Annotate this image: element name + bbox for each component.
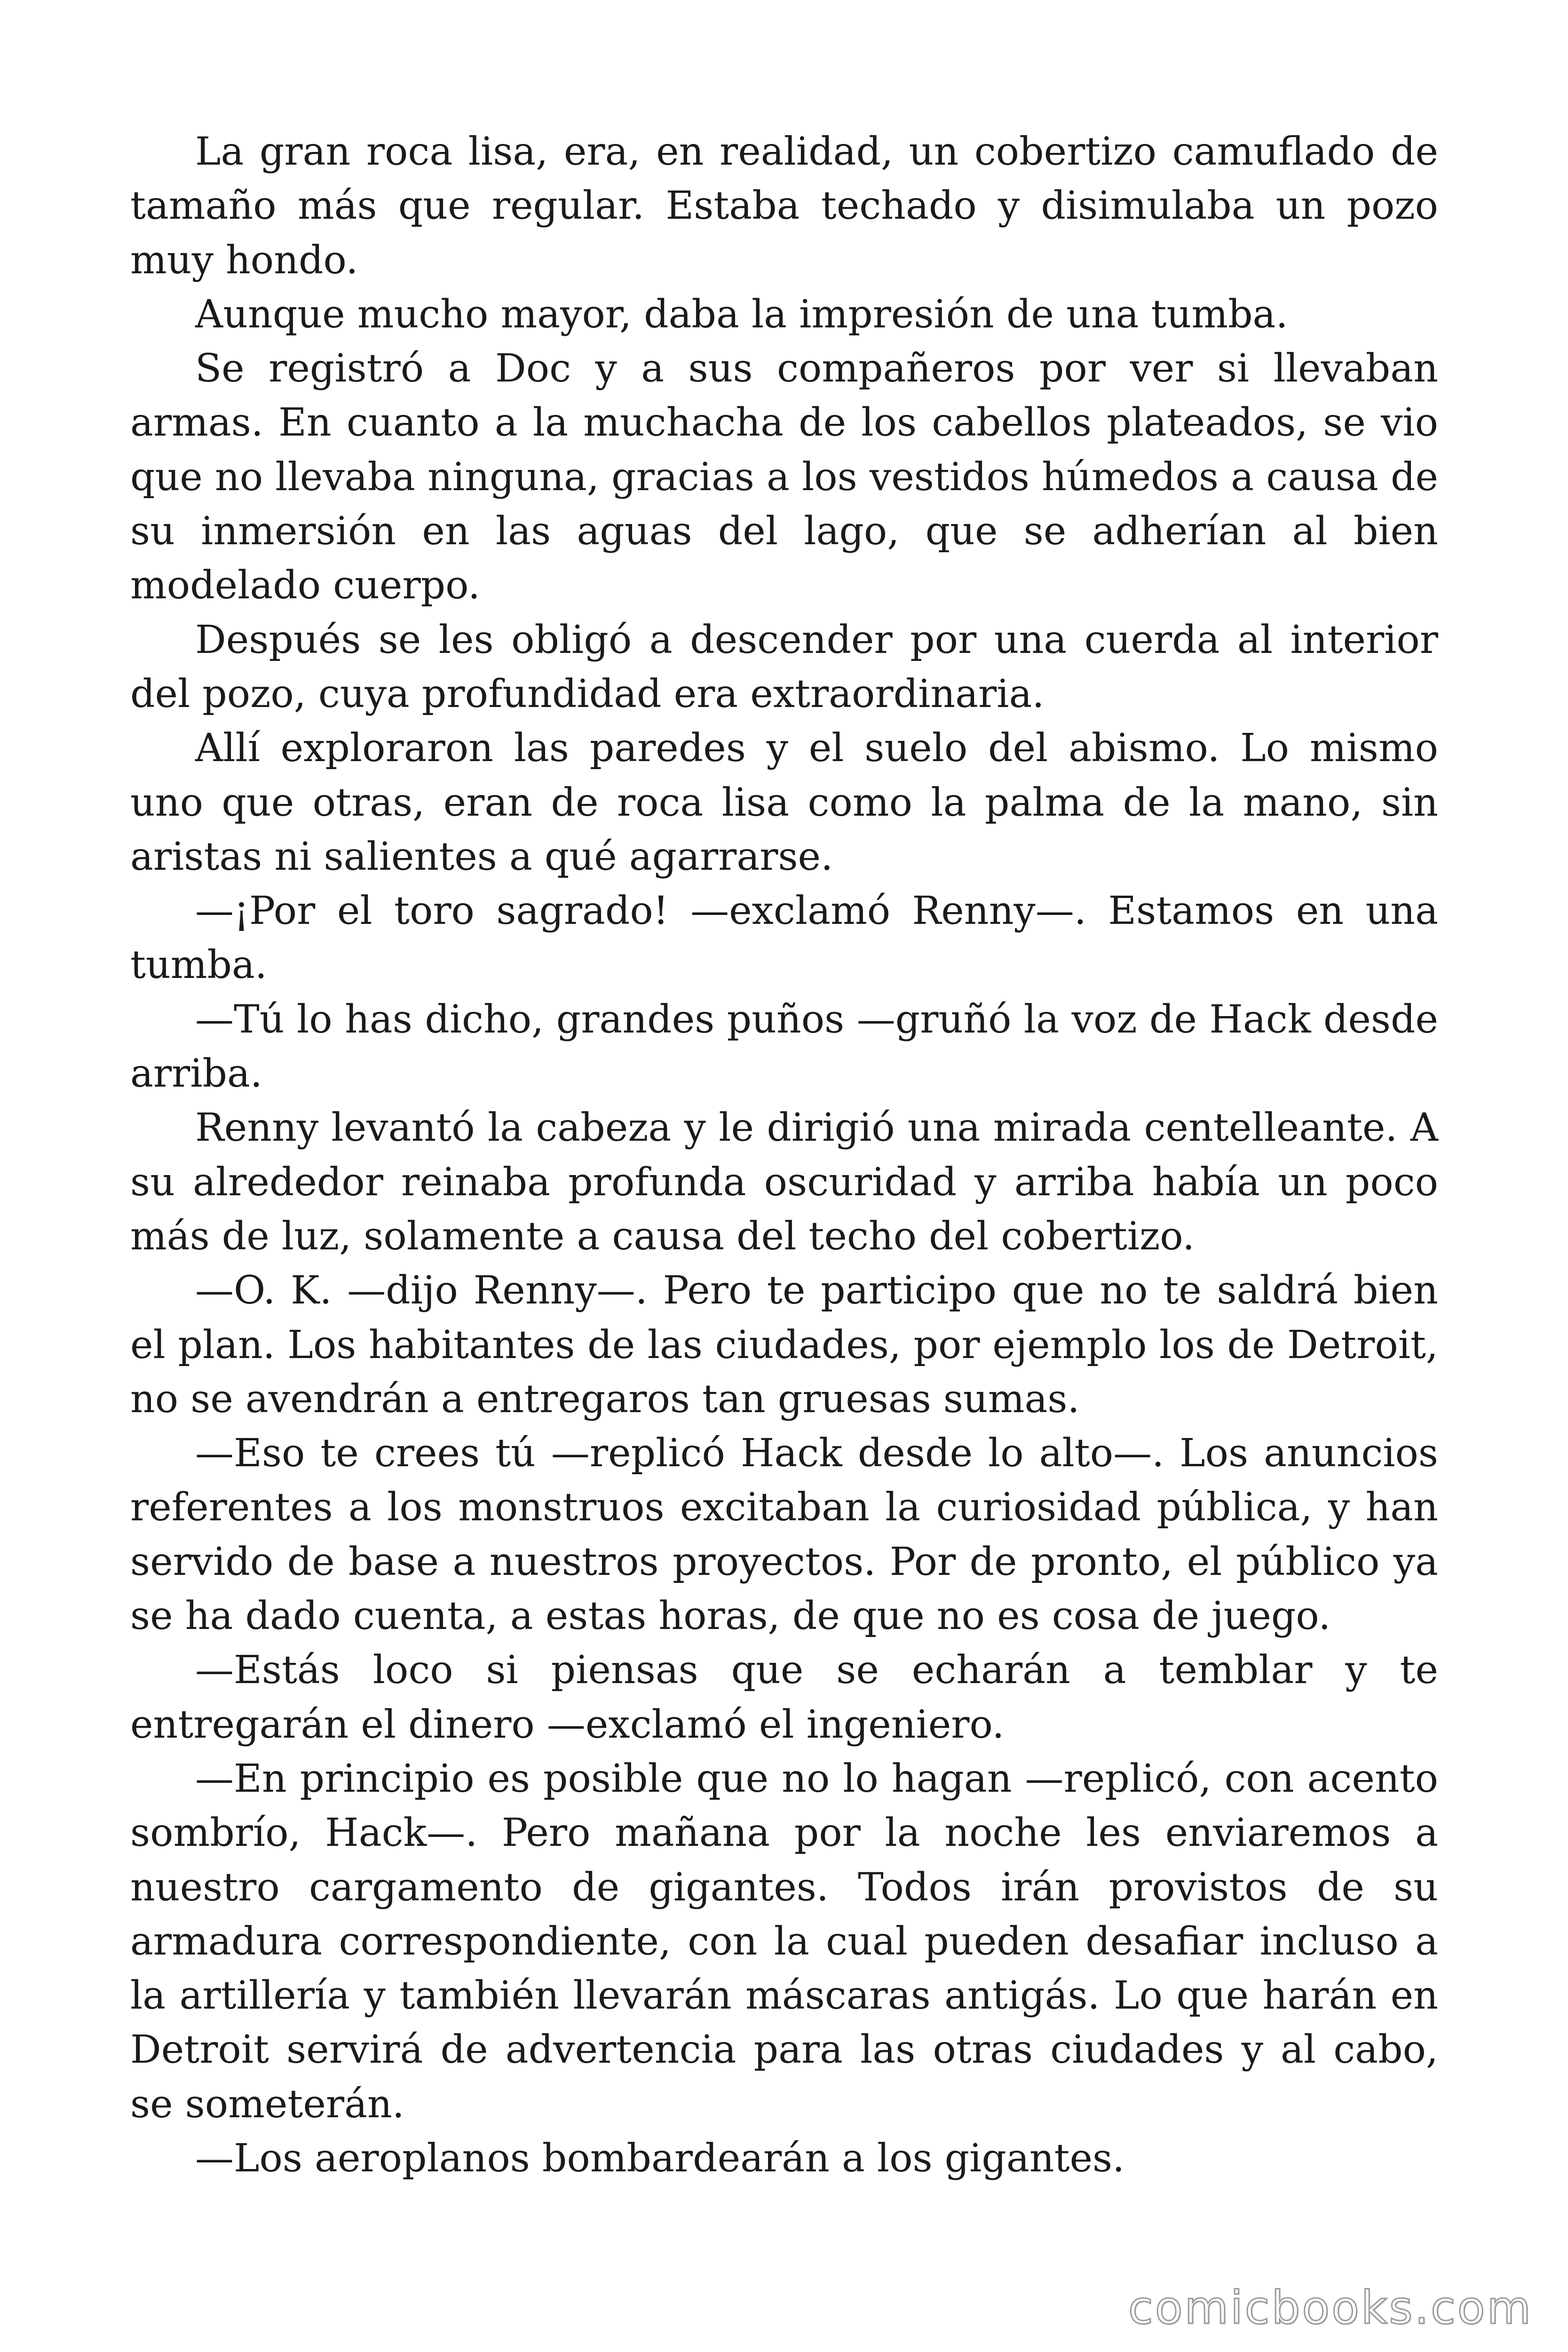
watermark: comicbooks.com	[1128, 2281, 1533, 2334]
paragraph: —O. K. —dijo Renny—. Pero te participo que no te saldrá bien el plan. Los habitantes de las ciudades, por ejemplo los de Detroit, no se avendrán a entregaros tan gruesas sumas.	[130, 1268, 1438, 1422]
paragraph: —En principio es posible que no lo hagan —replicó, con acento sombrío, Hack—. Pero mañana por la noche les enviaremos a nuestro cargamento de gigantes. Todos irán provistos de su armadura correspondiente, con la cual pueden desafiar incluso a la artillería y también llevarán máscaras antigás. Lo que harán en Detroit servirá de advertencia para las otras ciudades y al cabo, se someterán.	[130, 1756, 1438, 2127]
paragraph: Se registró a Doc y a sus compañeros por ver si llevaban armas. En cuanto a la muchacha de los cabellos plateados, se vio que no llevaba ninguna, gracias a los vestidos húmedos a causa de su inmersión en las aguas del lago, que se adherían al bien modelado cuerpo.	[130, 346, 1438, 608]
page-body	[130, 125, 1438, 2185]
paragraph: —Los aeroplanos bombardearán a los gigantes.	[195, 2136, 1125, 2181]
paragraph: La gran roca lisa, era, en realidad, un cobertizo camuflado de tamaño más que regular. Estaba techado y disimulaba un pozo muy hondo.	[130, 129, 1438, 283]
paragraph: Aunque mucho mayor, daba la impresión de una tumba.	[195, 292, 1288, 337]
paragraph: Después se les obligó a descender por una cuerda al interior del pozo, cuya profundidad era extraordinaria.	[130, 617, 1438, 716]
paragraph: —Tú lo has dicho, grandes puños —gruñó la voz de Hack desde arriba.	[130, 997, 1438, 1097]
paragraph: —Estás loco si piensas que se echarán a temblar y te entregarán el dinero —exclamó el ingeniero.	[130, 1648, 1438, 1747]
paragraph: —¡Por el toro sagrado! —exclamó Renny—. Estamos en una tumba.	[130, 889, 1438, 988]
paragraph: Renny levantó la cabeza y le dirigió una mirada centelleante. A su alrededor reinaba profunda oscuridad y arriba había un poco más de luz, solamente a causa del techo del cobertizo.	[130, 1105, 1438, 1259]
paragraph: —Eso te crees tú —replicó Hack desde lo alto—. Los anuncios referentes a los monstruos excitaban la curiosidad pública, y han servido de base a nuestros proyectos. Por de pronto, el público ya se ha dado cuenta, a estas horas, de que no es cosa de juego.	[130, 1431, 1438, 1639]
paragraph: Allí exploraron las paredes y el suelo del abismo. Lo mismo uno que otras, eran de roca lisa como la palma de la mano, sin aristas ni salientes a qué agarrarse.	[130, 726, 1438, 879]
